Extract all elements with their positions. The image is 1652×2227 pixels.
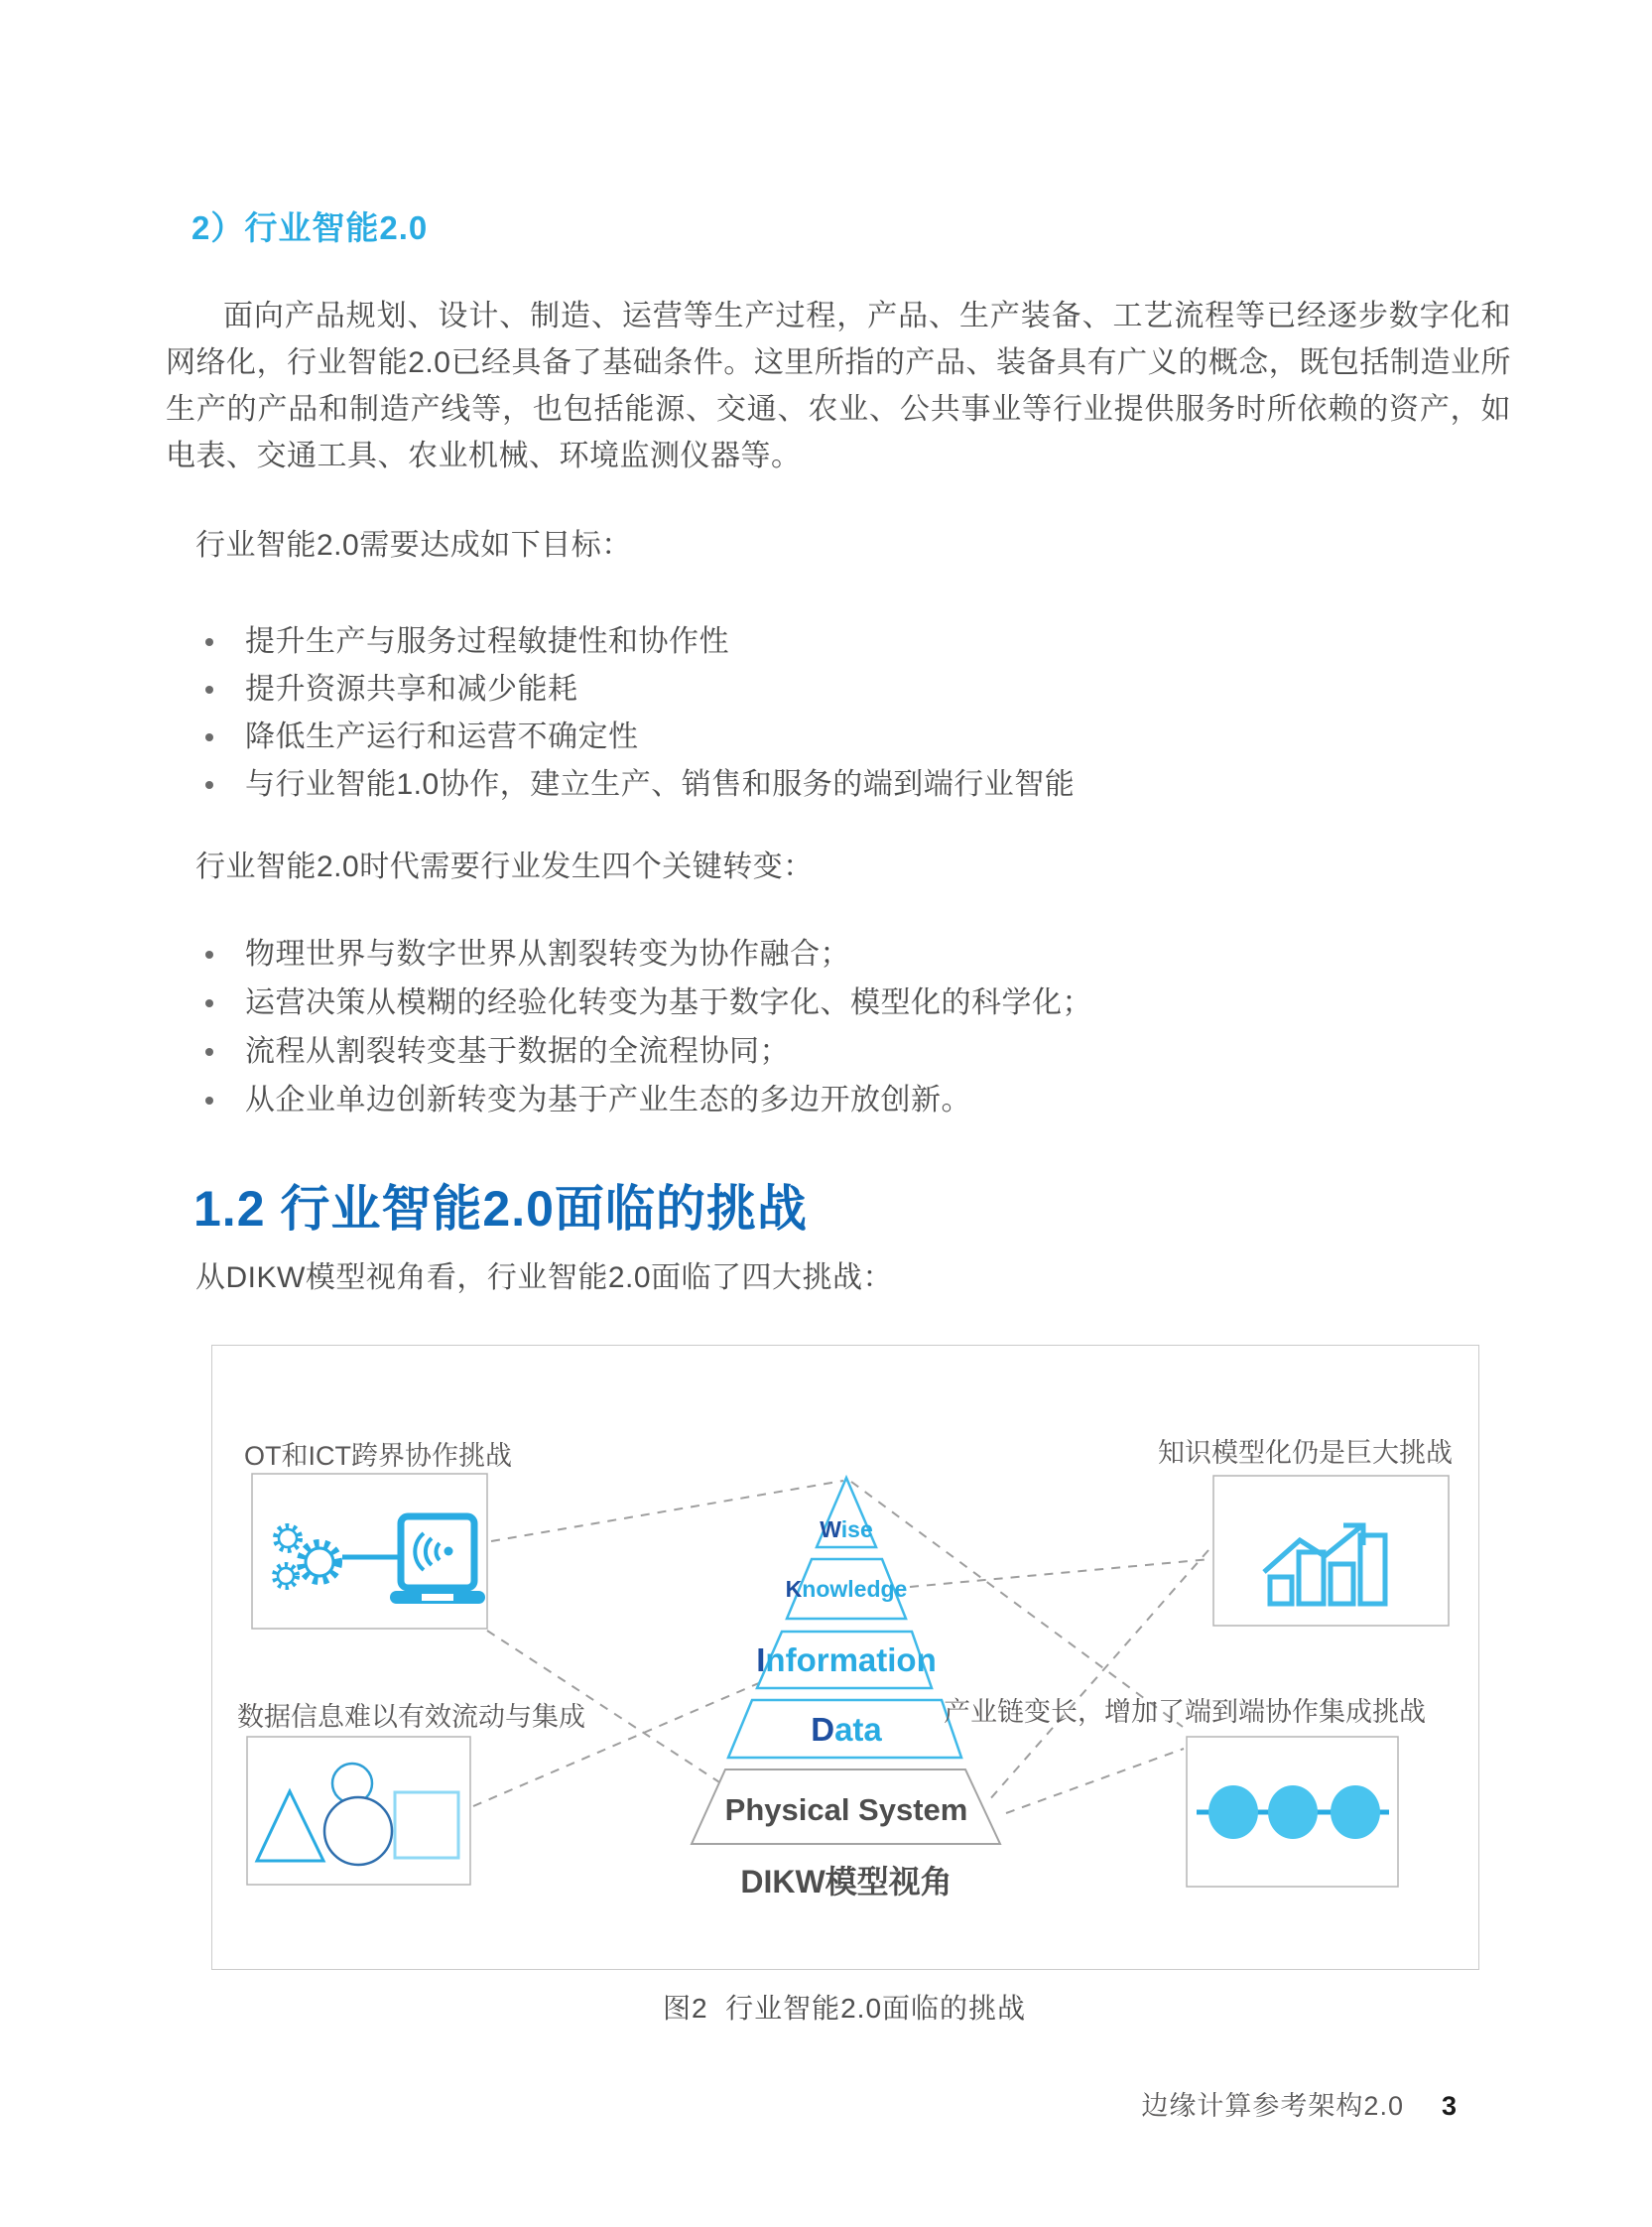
figure-label-industry-chain: 产业链变长，增加了端到端协作集成挑战 [944, 1697, 1426, 1727]
section-heading: 1.2 行业智能2.0面临的挑战 [193, 1181, 808, 1237]
figure-label-ot-ict: OT和ICT跨界协作挑战 [244, 1441, 512, 1471]
figure-label-data-flow: 数据信息难以有效流动与集成 [237, 1702, 585, 1732]
figure-caption: 图2 行业智能2.0面临的挑战 [662, 1993, 1027, 2024]
list-item: 流程从割裂转变基于数据的全流程协同； [203, 1036, 1092, 1067]
pyramid-label-physical: Physical System [724, 1792, 968, 1827]
list-item: 物理世界与数字世界从割裂转变为协作融合； [203, 939, 1092, 970]
chain-icon [1197, 1785, 1389, 1839]
pyramid-label-information: Information [756, 1641, 937, 1678]
pyramid-view-label: DIKW模型视角 [740, 1864, 953, 1900]
dikw-figure-canvas [212, 1346, 1478, 1969]
list-item: 与行业智能1.0协作，建立生产、销售和服务的端到端行业智能 [203, 769, 1075, 800]
pyramid-label-data: Data [811, 1711, 882, 1748]
footer-doc-title: 边缘计算参考架构2.0 [1141, 2091, 1404, 2121]
list-item: 提升资源共享和减少能耗 [203, 674, 1075, 705]
page-footer [1141, 2084, 1458, 2123]
paragraph-goals-lead: 行业智能2.0需要达成如下目标： [195, 529, 632, 562]
paragraph-dikw-intro: 从DIKW模型视角看，行业智能2.0面临了四大挑战： [195, 1261, 894, 1294]
pyramid-label-knowledge: Knowledge [785, 1576, 908, 1602]
list-item: 提升生产与服务过程敏捷性和协作性 [203, 626, 1075, 657]
subsection-heading: 2）行业智能2.0 [191, 209, 429, 246]
goal-list [203, 626, 1075, 817]
change-list [203, 939, 1092, 1133]
laptop-icon [390, 1516, 485, 1604]
paragraph-industry-intelligence: 面向产品规划、设计、制造、运营等生产过程，产品、生产装备、工艺流程等已经逐步数字化和网络化，行业智能2.0已经具备了基础条件。这里所指的产品、装备具有广义的概念，既包括制造业所生产的产品和制造产线等，也包括能源、交通、农业、公共事业等行业提供服务时所依赖的资产，如电表、交通工具、农业机械、环境监测仪器等。 [166, 300, 1511, 472]
list-item: 从企业单边创新转变为基于产业生态的多边开放创新。 [203, 1085, 1092, 1115]
list-item: 运营决策从模糊的经验化转变为基于数字化、模型化的科学化； [203, 987, 1092, 1018]
list-item: 降低生产运行和运营不确定性 [203, 721, 1075, 752]
paragraph-changes-lead: 行业智能2.0时代需要行业发生四个关键转变： [195, 851, 814, 883]
figure-label-knowledge-model: 知识模型化仍是巨大挑战 [1158, 1438, 1453, 1468]
page-number: 3 [1441, 2091, 1458, 2121]
dikw-figure [211, 1345, 1479, 1970]
pyramid-label-wise: Wise [820, 1516, 873, 1542]
